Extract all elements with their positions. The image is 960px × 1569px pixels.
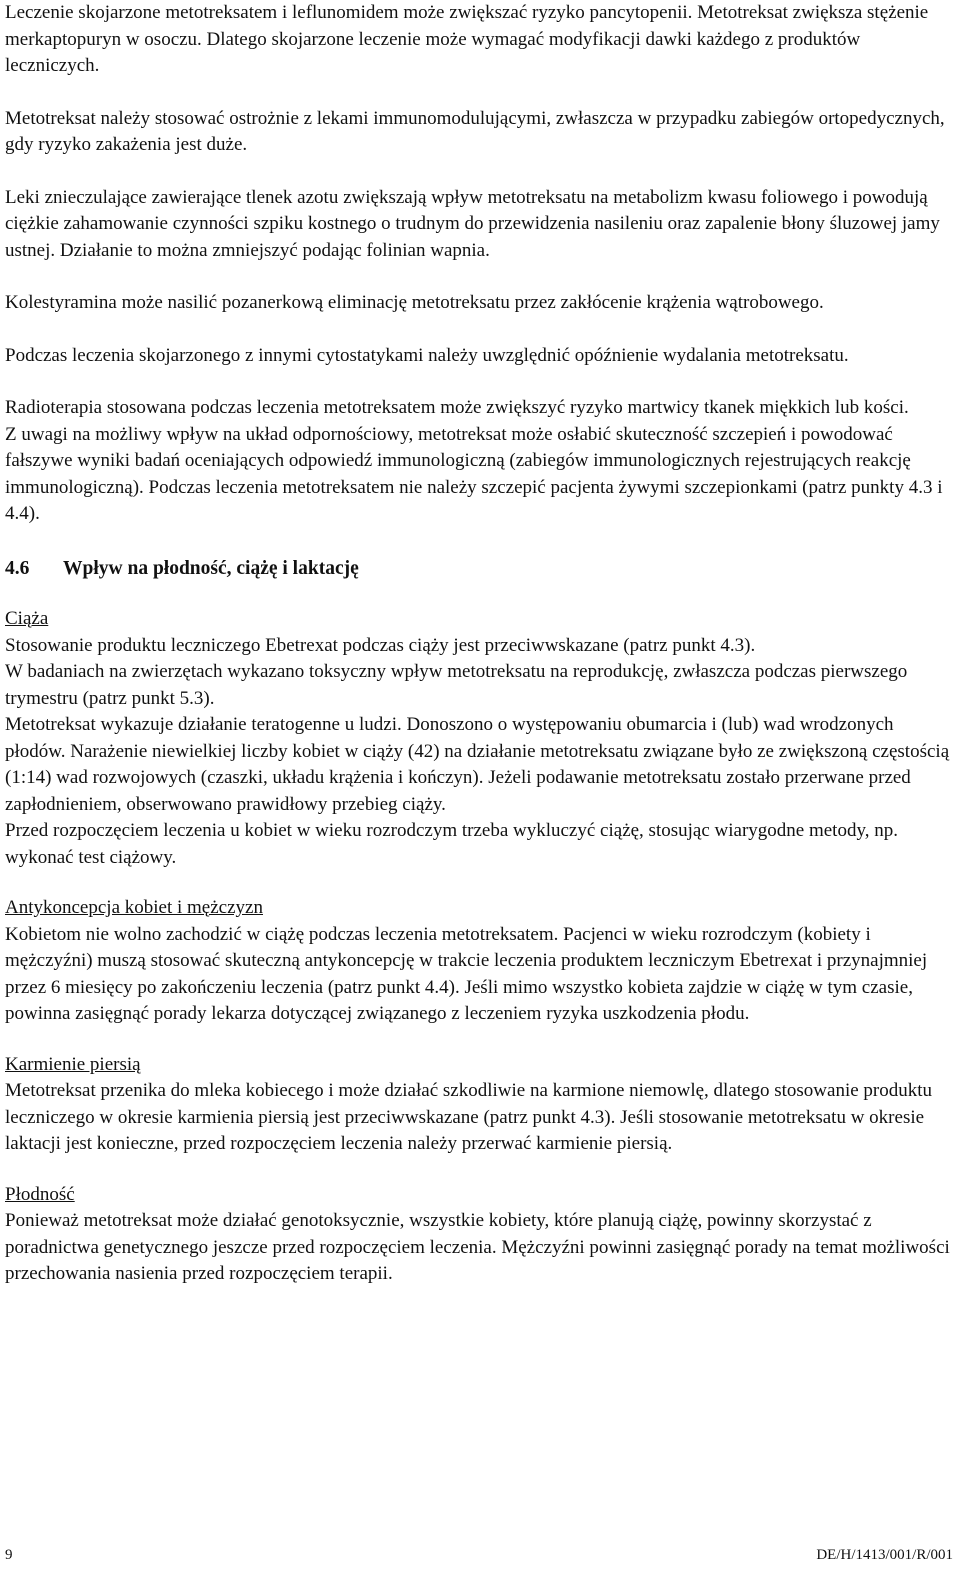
section-title: Wpływ na płodność, ciążę i laktację <box>63 557 359 579</box>
fertility-text: Ponieważ metotreksat może działać genotoksycznie, wszystkie kobiety, które planują ciążę, powinny skorzystać z poradnictwa genetycznego jeszcze przed rozpoczęciem leczenia. Mężczyźni powinni zasięgnąć porady na temat możliwości przechowania nasienia przed rozpoczęciem terapii. <box>5 1210 950 1284</box>
paragraph-cytostatics: Podczas leczenia skojarzonego z innymi cytostatykami należy uwzględnić opóźnienie wydalania metotreksatu. <box>5 344 849 366</box>
paragraph-vaccination: Z uwagi na możliwy wpływ na układ odpornościowy, metotreksat może osłabić skuteczność szczepień i powodować fałszywe wyniki badań oceniających odpowiedź immunologiczną (zabiegów immunologicznych rejestrujących reakcję immunologiczną). Podczas leczenia metotreksatem nie należy szczepić pacjenta żywymi szczepionkami (patrz punkty 4.3 i 4.4). <box>5 423 943 524</box>
pregnancy-line-test: Przed rozpoczęciem leczenia u kobiet w wieku rozrodczym trzeba wykluczyć ciążę, stosując wiarygodne metody, np. wykonać test ciążowy. <box>5 820 898 868</box>
fertility-heading: Płodność <box>5 1183 75 1205</box>
contraception-text: Kobietom nie wolno zachodzić w ciążę podczas leczenia metotreksatem. Pacjenci w wieku rozrodczym (kobiety i mężczyźni) muszą stosować skuteczną antykoncepcję w trakcie leczenia produktem leczniczym Ebetrexat i przynajmniej przez 6 miesięcy po zakończeniu leczenia (patrz punkt 4.4). Jeśli mimo wszystko kobieta zajdzie w ciążę w tym czasie, powinna zasięgnąć porady lekarza dotyczącej związanego z leczeniem ryzyka uszkodzenia płodu. <box>5 923 928 1024</box>
contraception-heading: Antykoncepcja kobiet i mężczyzn <box>5 897 263 918</box>
paragraph-immunomodulators: Metotreksat należy stosować ostrożnie z lekami immunomodulującymi, zwłaszcza w przypadku zabiegów ortopedycznych, gdy ryzyko zakażenia jest duże. <box>5 107 945 155</box>
paragraph-cholestyramine: Kolestyramina może nasilić pozanerkową eliminację metotreksatu przez zakłócenie krążenia wątrobowego. <box>5 292 824 313</box>
pregnancy-line-teratogenic: Metotreksat wykazuje działanie teratogenne u ludzi. Donoszono o występowaniu obumarcia i (lub) wad wrodzonych płodów. Narażenie niewielkiej liczby kobiet w ciąży (42) na działanie metotreksatu związane było ze zwiększoną częstością (1:14) wad rozwojowych (czaszki, układu krążenia i kończyn). Jeżeli podawanie metotreksatu zostało przerwane przed zapłodnieniem, obserwowano prawidłowy przebieg ciąży. <box>5 714 950 815</box>
document-page <box>5 0 953 1288</box>
page-footer <box>5 1546 953 1564</box>
paragraph-radiotherapy: Radioterapia stosowana podczas leczenia metotreksatem może zwiększyć ryzyko martwicy tkanek miękkich lub kości. <box>5 397 909 418</box>
breastfeeding-heading: Karmienie piersią <box>5 1053 141 1075</box>
document-reference: DE/H/1413/001/R/001 <box>816 1547 953 1563</box>
pregnancy-line-animal-studies: W badaniach na zwierzętach wykazano toksyczny wpływ metotreksatu na reprodukcję, zwłaszcza podczas pierwszego trymestru (patrz punkt 5.3). <box>5 661 908 709</box>
page-number: 9 <box>5 1547 13 1563</box>
section-number: 4.6 <box>5 557 30 579</box>
pregnancy-heading: Ciąża <box>5 608 49 629</box>
section-heading <box>5 556 953 583</box>
paragraph-nitrous-oxide: Leki znieczulające zawierające tlenek azotu zwiększają wpływ metotreksatu na metabolizm kwasu foliowego i powodują ciężkie zahamowanie czynności szpiku kostnego o trudnym do przewidzenia nasileniu oraz zapalenie błony śluzowej jamy ustnej. Działanie to można zmniejszyć podając folinian wapnia. <box>5 186 940 261</box>
pregnancy-line-contraindication: Stosowanie produktu leczniczego Ebetrexat podczas ciąży jest przeciwwskazane (patrz punkt 4.3). <box>5 634 756 656</box>
breastfeeding-text: Metotreksat przenika do mleka kobiecego i może działać szkodliwie na karmione niemowlę, dlatego stosowanie produktu leczniczego w okresie karmienia piersią jest przeciwwskazane (patrz punkt 4.3). Jeśli stosowanie metotreksatu w okresie laktacji jest konieczne, przed rozpoczęciem leczenia należy przerwać karmienie piersią. <box>5 1080 933 1154</box>
paragraph-leflunomide: Leczenie skojarzone metotreksatem i leflunomidem może zwiększać ryzyko pancytopenii. Metotreksat zwiększa stężenie merkaptopuryn w osoczu. Dlatego skojarzone leczenie może wymagać modyfikacji dawki każdego z produktów leczniczych. <box>5 2 929 76</box>
